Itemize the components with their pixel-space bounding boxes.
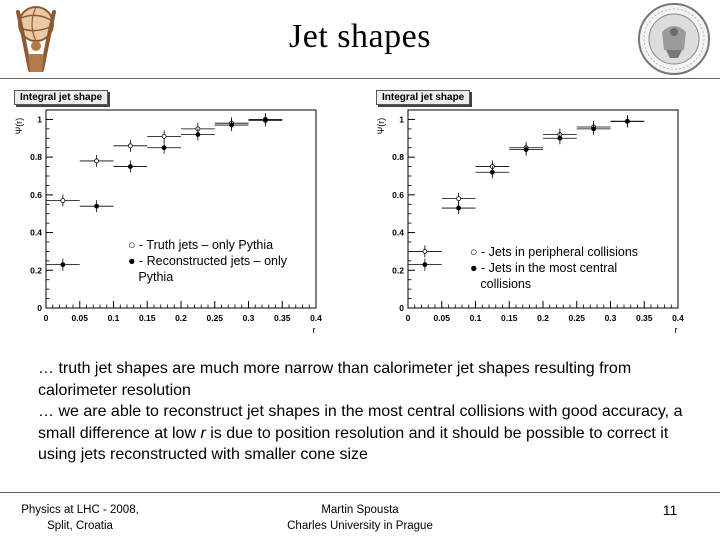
paragraph-2-text-b: is due to position resolution and it should be possible to correct it using jets reconstructed with smaller cone size bbox=[38, 424, 669, 463]
y-tick-label: 0.4 bbox=[392, 227, 404, 238]
plot-canvas-right bbox=[370, 88, 690, 335]
jet-shape-plot-pythia bbox=[8, 88, 328, 335]
paragraph-reconstruction-accuracy bbox=[38, 401, 698, 466]
paragraph-1-text: … truth jet shapes are much more narrow than calorimeter jet shapes resulting from calorimeter resolution bbox=[38, 360, 632, 399]
x-axis-label: r bbox=[312, 325, 316, 335]
x-tick-label: 0.4 bbox=[672, 313, 684, 323]
y-tick-label: 0.6 bbox=[30, 189, 42, 200]
header-divider bbox=[0, 78, 720, 79]
filled-data-point bbox=[230, 123, 234, 127]
x-tick-label: 0.3 bbox=[242, 313, 255, 323]
open-data-point bbox=[95, 159, 99, 163]
legend-item-reco-cont: Pythia bbox=[128, 270, 174, 284]
plot-title-left: Integral jet shape bbox=[14, 90, 108, 105]
y-tick-label: 1 bbox=[399, 114, 404, 125]
filled-data-point bbox=[625, 119, 629, 123]
filled-data-point bbox=[128, 165, 132, 169]
filled-data-point bbox=[423, 263, 427, 267]
university-seal bbox=[634, 2, 714, 76]
legend-item-reco: ● - Reconstructed jets – only bbox=[128, 254, 288, 268]
y-tick-label: 1 bbox=[37, 114, 42, 125]
filled-data-point bbox=[61, 263, 65, 267]
filled-data-point bbox=[162, 146, 166, 150]
paragraph-2-text-a: … we are able to reconstruct jet shapes in the most central collisions with good accuracy, a small difference at low bbox=[38, 403, 683, 442]
paragraph-2-variable-r: r bbox=[200, 424, 206, 442]
footer-divider bbox=[0, 492, 720, 493]
y-tick-label: 0.8 bbox=[392, 152, 404, 163]
y-tick-label: 0 bbox=[399, 303, 404, 313]
open-data-point bbox=[457, 197, 461, 201]
y-axis-label: Ψ(r) bbox=[14, 117, 24, 135]
plot-title-right: Integral jet shape bbox=[376, 90, 470, 105]
footer-conference-name: Physics at LHC - 2008, bbox=[21, 504, 139, 516]
x-axis-label: r bbox=[674, 325, 678, 335]
paragraph-truth-vs-calorimeter bbox=[38, 358, 698, 401]
footer-author-name: Martin Spousta bbox=[321, 504, 399, 516]
x-tick-label: 0.25 bbox=[568, 313, 586, 323]
plot-canvas-left bbox=[8, 88, 328, 335]
legend-item-peripheral: ○ - Jets in peripheral collisions bbox=[470, 245, 639, 259]
filled-data-point bbox=[558, 136, 562, 140]
x-tick-label: 0 bbox=[405, 313, 411, 323]
footer-author-affiliation: Charles University in Prague bbox=[287, 520, 433, 532]
filled-data-point bbox=[457, 206, 461, 210]
footer-conference bbox=[0, 502, 160, 534]
filled-data-point bbox=[490, 170, 494, 174]
x-tick-label: 0.1 bbox=[107, 313, 120, 323]
x-tick-label: 0.1 bbox=[469, 313, 482, 323]
x-tick-label: 0.35 bbox=[273, 313, 291, 323]
filled-data-point bbox=[263, 117, 267, 121]
x-tick-label: 0.05 bbox=[433, 313, 451, 323]
legend-item-truth: ○ - Truth jets – only Pythia bbox=[128, 238, 274, 252]
x-tick-label: 0.15 bbox=[500, 313, 518, 323]
open-data-point bbox=[128, 144, 132, 148]
legend-item-central-cont: collisions bbox=[470, 277, 532, 291]
filled-data-point bbox=[592, 127, 596, 131]
x-tick-label: 0.25 bbox=[206, 313, 224, 323]
x-tick-label: 0.15 bbox=[138, 313, 156, 323]
legend-item-central: ● - Jets in the most central bbox=[470, 261, 618, 275]
x-tick-label: 0.35 bbox=[635, 313, 653, 323]
footer-author bbox=[260, 502, 460, 534]
y-tick-label: 0.4 bbox=[30, 227, 42, 238]
open-data-point bbox=[61, 199, 65, 203]
x-tick-label: 0.4 bbox=[310, 313, 322, 323]
filled-data-point bbox=[196, 133, 200, 137]
y-tick-label: 0.2 bbox=[392, 265, 404, 276]
slide-body-text bbox=[38, 358, 698, 466]
filled-data-point bbox=[95, 204, 99, 208]
legend-right bbox=[470, 244, 638, 292]
y-axis-label: Ψ(r) bbox=[376, 117, 386, 135]
x-tick-label: 0.2 bbox=[537, 313, 549, 323]
jet-shape-plot-collisions bbox=[370, 88, 690, 335]
open-data-point bbox=[162, 134, 166, 138]
y-tick-label: 0 bbox=[37, 303, 42, 313]
filled-data-point bbox=[524, 148, 528, 152]
x-tick-label: 0 bbox=[43, 313, 49, 323]
slide-title: Jet shapes bbox=[289, 18, 431, 55]
y-tick-label: 0.2 bbox=[30, 265, 42, 276]
x-tick-label: 0.3 bbox=[604, 313, 617, 323]
page-number: 11 bbox=[662, 502, 678, 518]
y-tick-label: 0.8 bbox=[30, 152, 42, 163]
legend-left bbox=[128, 237, 287, 285]
footer-conference-location: Split, Croatia bbox=[47, 520, 113, 532]
x-tick-label: 0.2 bbox=[175, 313, 187, 323]
x-tick-label: 0.05 bbox=[71, 313, 89, 323]
open-data-point bbox=[423, 249, 427, 253]
y-tick-label: 0.6 bbox=[392, 189, 404, 200]
